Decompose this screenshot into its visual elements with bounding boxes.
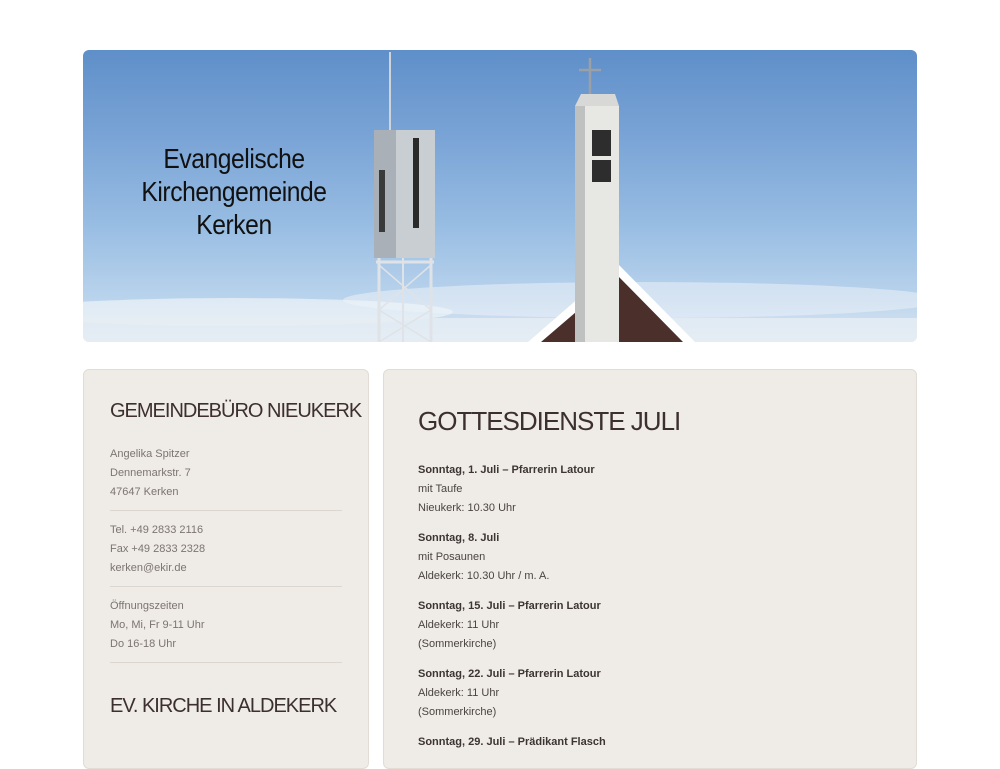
banner-title-line: Kerken bbox=[196, 209, 272, 240]
office-heading: GEMEINDEBÜRO NIEUKERK bbox=[110, 400, 362, 422]
service-detail: mit Posaunen bbox=[418, 551, 486, 563]
sidebar-panel bbox=[83, 369, 369, 769]
service-title: Sonntag, 22. Juli – Pfarrerin Latour bbox=[418, 668, 601, 680]
service-detail: Aldekerk: 11 Uhr bbox=[418, 619, 500, 631]
banner-title bbox=[119, 142, 350, 241]
main-panel bbox=[383, 369, 917, 769]
service-title: Sonntag, 29. Juli – Prädikant Flasch bbox=[418, 736, 606, 748]
contact-name: Angelika Spitzer bbox=[110, 448, 190, 460]
aldekerk-heading: EV. KIRCHE IN ALDEKERK bbox=[110, 695, 337, 717]
service-title: Sonntag, 8. Juli bbox=[418, 532, 500, 544]
contact-block bbox=[110, 521, 342, 587]
service-item bbox=[418, 461, 882, 518]
header-banner bbox=[83, 50, 917, 342]
service-detail: Aldekerk: 10.30 Uhr / m. A. bbox=[418, 570, 550, 582]
phone: Tel. +49 2833 2116 bbox=[110, 524, 204, 536]
banner-title-line: Evangelische bbox=[163, 143, 305, 174]
city: 47647 Kerken bbox=[110, 486, 179, 498]
hours-block bbox=[110, 597, 342, 663]
hours-weekdays: Mo, Mi, Fr 9-11 Uhr bbox=[110, 619, 205, 631]
fax: Fax +49 2833 2328 bbox=[110, 543, 206, 555]
service-item bbox=[418, 597, 882, 654]
service-detail: mit Taufe bbox=[418, 483, 463, 495]
address-block bbox=[110, 445, 342, 511]
service-detail: Aldekerk: 11 Uhr bbox=[418, 687, 500, 699]
service-detail: (Sommerkirche) bbox=[418, 706, 497, 718]
hours-thursday: Do 16-18 Uhr bbox=[110, 638, 177, 650]
email-link[interactable]: kerken@ekir.de bbox=[110, 562, 187, 574]
service-item bbox=[418, 665, 882, 722]
service-item bbox=[418, 733, 882, 752]
service-detail: Nieukerk: 10.30 Uhr bbox=[418, 502, 516, 514]
banner-title-line: Kirchengemeinde bbox=[141, 176, 327, 207]
service-item bbox=[418, 529, 882, 586]
hours-label: Öffnungszeiten bbox=[110, 600, 184, 612]
services-heading: GOTTESDIENSTE JULI bbox=[418, 406, 681, 436]
service-detail: (Sommerkirche) bbox=[418, 638, 497, 650]
street: Dennemarkstr. 7 bbox=[110, 467, 191, 479]
service-title: Sonntag, 15. Juli – Pfarrerin Latour bbox=[418, 600, 601, 612]
service-title: Sonntag, 1. Juli – Pfarrerin Latour bbox=[418, 464, 595, 476]
